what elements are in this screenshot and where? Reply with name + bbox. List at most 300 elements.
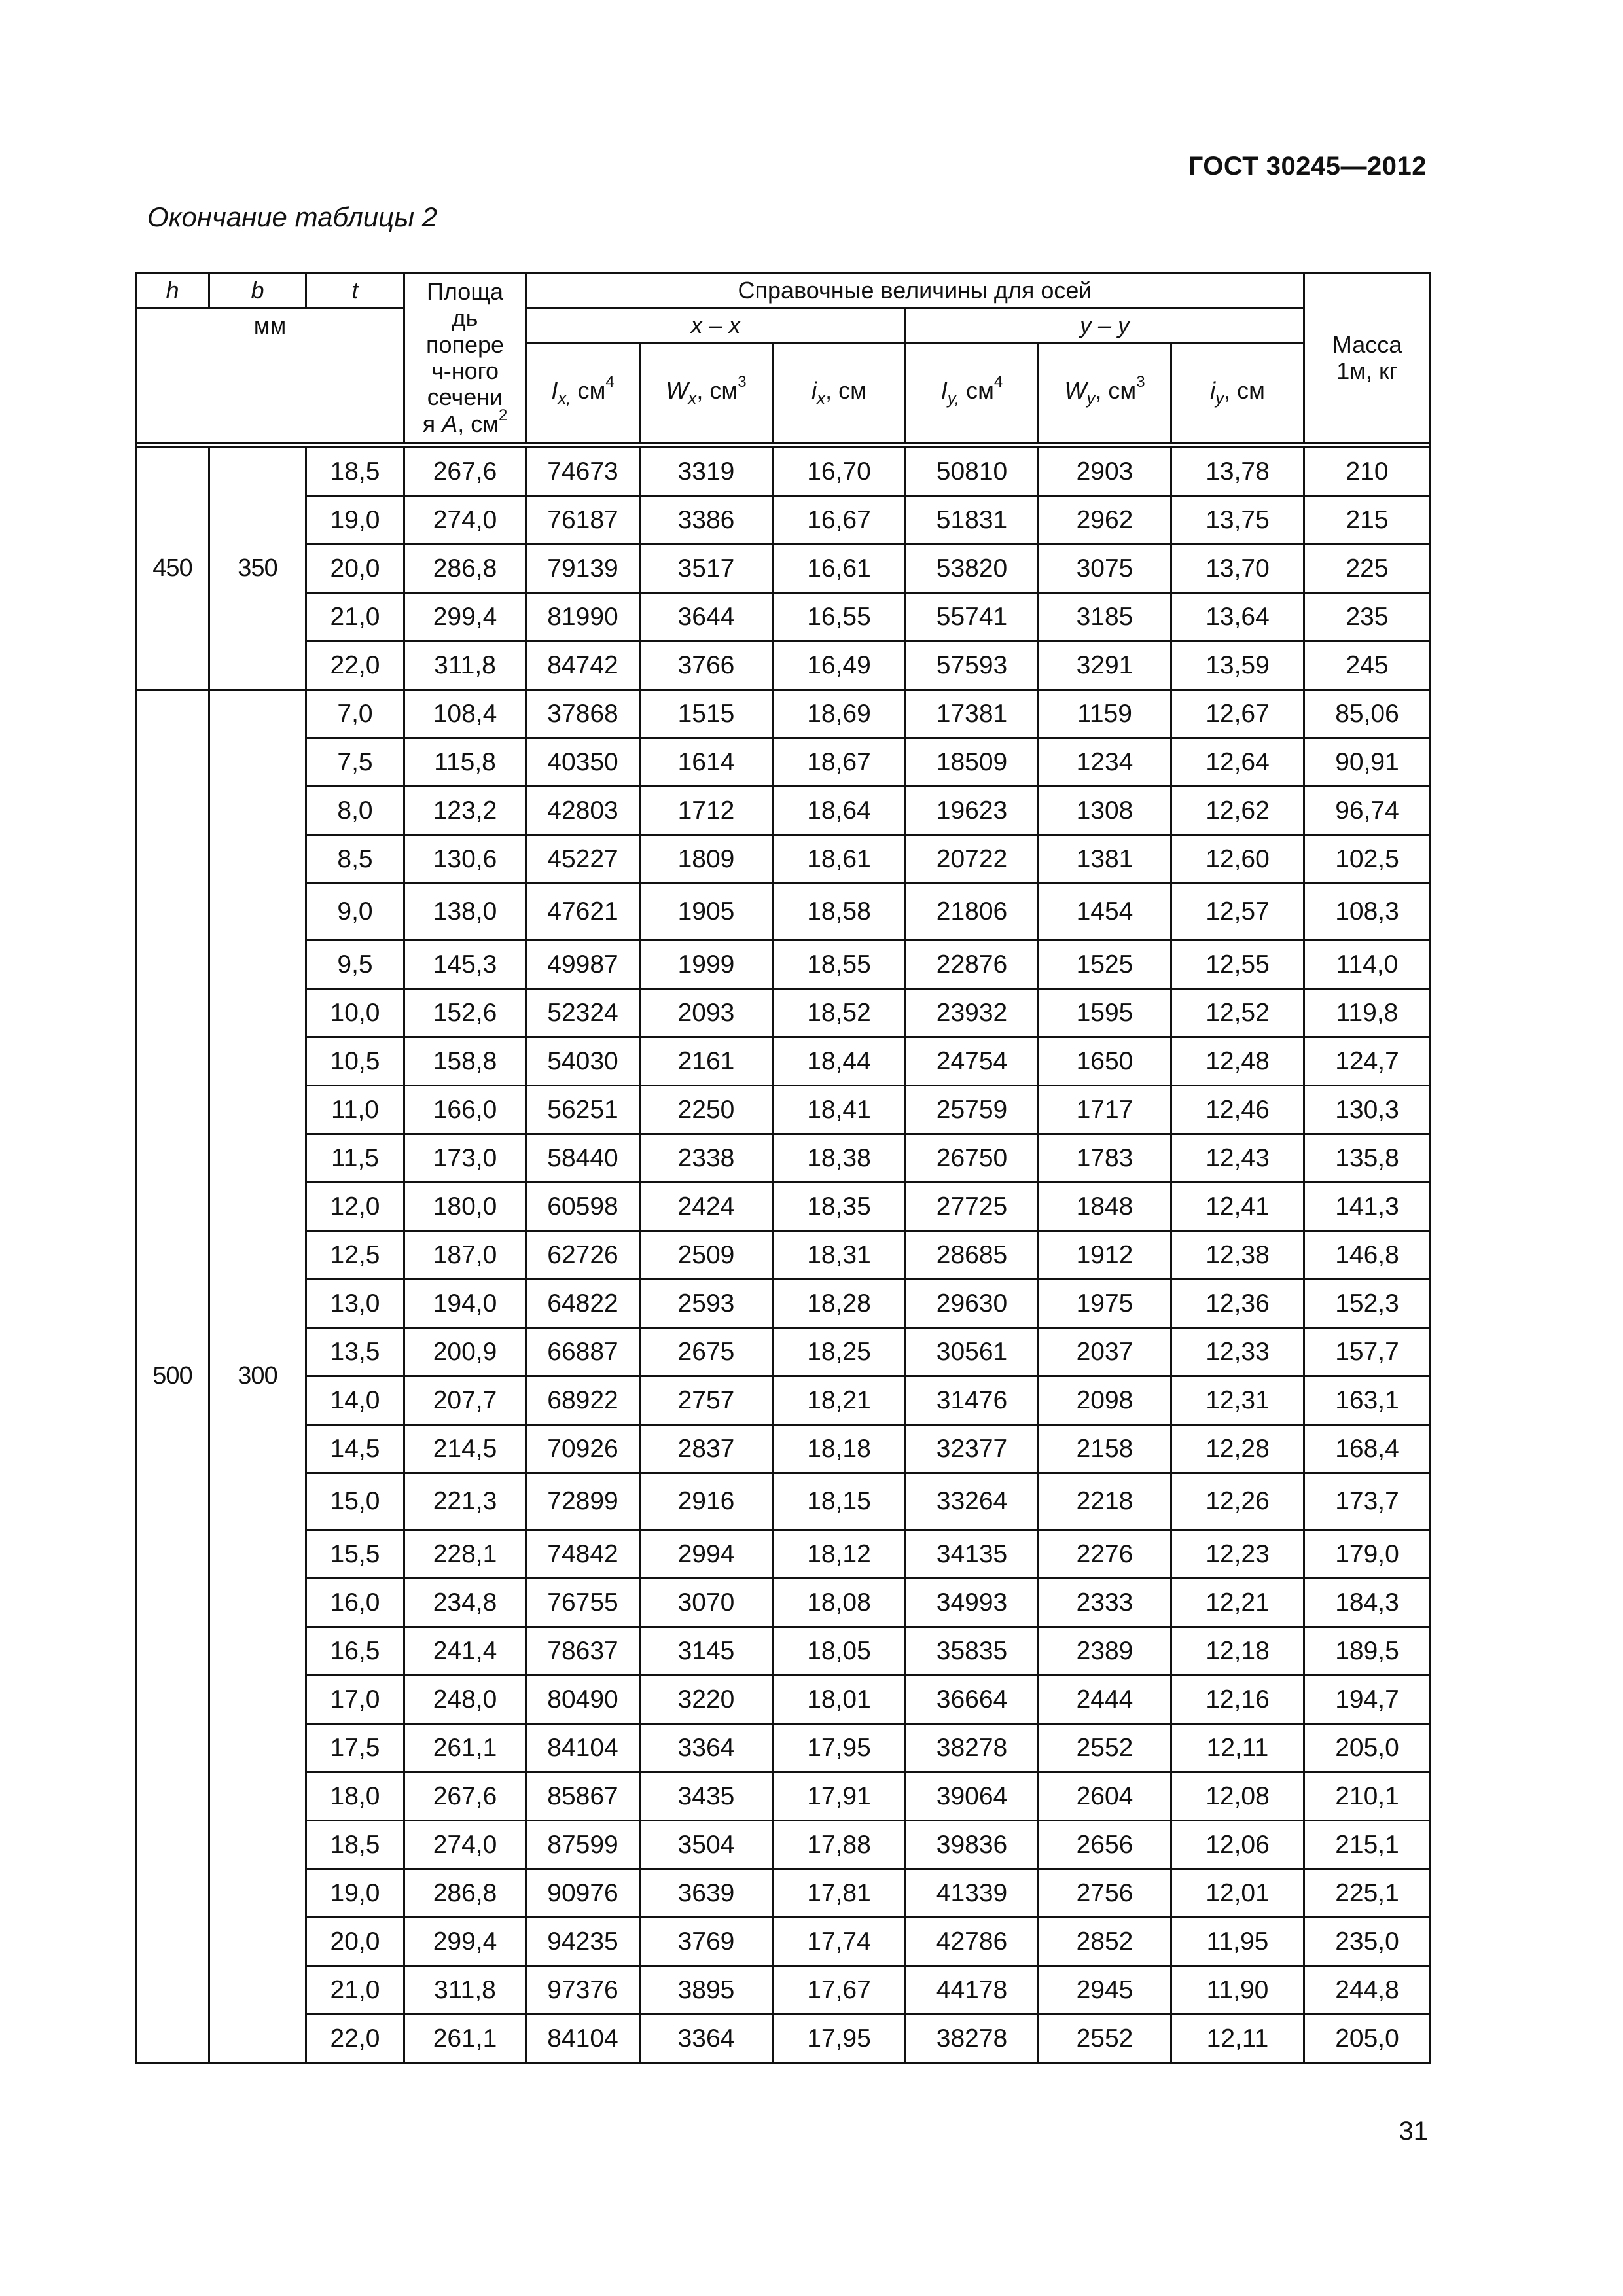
table-cell: 130,6: [404, 835, 526, 884]
table-cell: 215: [1304, 496, 1431, 545]
table-cell: 90976: [526, 1869, 640, 1918]
table-cell: 18,31: [773, 1231, 906, 1280]
table-row: [136, 2015, 1431, 2063]
table-cell: 299,4: [404, 593, 526, 641]
table-cell: 299,4: [404, 1918, 526, 1966]
t-value-cell: 10,0: [306, 989, 404, 1037]
table-cell: 74842: [526, 1530, 640, 1579]
table-cell: 17381: [906, 690, 1039, 738]
table-cell: 3766: [640, 641, 773, 690]
table-cell: 2757: [640, 1376, 773, 1425]
table-cell: 44178: [906, 1966, 1039, 2015]
t-value-cell: 21,0: [306, 593, 404, 641]
table-cell: 18509: [906, 738, 1039, 787]
table-cell: 248,0: [404, 1676, 526, 1724]
table-cell: 18,01: [773, 1676, 906, 1724]
ref-values-header: Справочные величины для осей: [526, 274, 1304, 308]
table-cell: 245: [1304, 641, 1431, 690]
table-row: [136, 989, 1431, 1037]
table-cell: 96,74: [1304, 787, 1431, 835]
area-header: Площа дь попере ч-ного сечени я А, $см^2$: [404, 274, 526, 443]
table-row: [136, 1037, 1431, 1086]
table-cell: 74673: [526, 448, 640, 496]
table-cell: 16,49: [773, 641, 906, 690]
table-cell: 1999: [640, 941, 773, 989]
table-cell: 114,0: [1304, 941, 1431, 989]
table-cell: 145,3: [404, 941, 526, 989]
table-cell: 235: [1304, 593, 1431, 641]
table-cell: 66887: [526, 1328, 640, 1376]
table-cell: 12,46: [1171, 1086, 1304, 1134]
table-cell: 3504: [640, 1821, 773, 1869]
table-cell: 179,0: [1304, 1530, 1431, 1579]
Wx-header: $W_x$, $см^3$: [640, 343, 773, 443]
table-cell: 84104: [526, 1724, 640, 1772]
table-cell: 18,58: [773, 884, 906, 941]
table-cell: 12,01: [1171, 1869, 1304, 1918]
table-row: [136, 1724, 1431, 1772]
table-cell: 24754: [906, 1037, 1039, 1086]
profile-table: [135, 272, 1431, 2064]
table-cell: 2604: [1039, 1772, 1171, 1821]
table-cell: 166,0: [404, 1086, 526, 1134]
table-cell: 90,91: [1304, 738, 1431, 787]
t-value-cell: 19,0: [306, 1869, 404, 1918]
table-cell: 3644: [640, 593, 773, 641]
table-cell: 1159: [1039, 690, 1171, 738]
table-row: [136, 941, 1431, 989]
table-cell: 1595: [1039, 989, 1171, 1037]
table-cell: 12,36: [1171, 1280, 1304, 1328]
table-cell: 12,48: [1171, 1037, 1304, 1086]
table-cell: 12,38: [1171, 1231, 1304, 1280]
table-cell: 2837: [640, 1425, 773, 1473]
table-cell: 52324: [526, 989, 640, 1037]
table-cell: 41339: [906, 1869, 1039, 1918]
table-cell: 18,38: [773, 1134, 906, 1183]
table-cell: 18,21: [773, 1376, 906, 1425]
table-cell: 210: [1304, 448, 1431, 496]
table-cell: 12,52: [1171, 989, 1304, 1037]
table-cell: 123,2: [404, 787, 526, 835]
t-value-cell: 19,0: [306, 496, 404, 545]
table-cell: 173,0: [404, 1134, 526, 1183]
t-value-cell: 10,5: [306, 1037, 404, 1086]
table-cell: 12,28: [1171, 1425, 1304, 1473]
table-cell: 3364: [640, 1724, 773, 1772]
table-row: [136, 1328, 1431, 1376]
h-value-cell: 450: [136, 448, 209, 690]
table-cell: 1912: [1039, 1231, 1171, 1280]
table-row: [136, 1425, 1431, 1473]
table-row: [136, 1134, 1431, 1183]
table-cell: 12,11: [1171, 1724, 1304, 1772]
table-cell: 78637: [526, 1627, 640, 1676]
table-cell: 1614: [640, 738, 773, 787]
t-value-cell: 11,0: [306, 1086, 404, 1134]
t-value-cell: 9,5: [306, 941, 404, 989]
table-cell: 27725: [906, 1183, 1039, 1231]
table-cell: 12,21: [1171, 1579, 1304, 1627]
table-cell: 1783: [1039, 1134, 1171, 1183]
t-value-cell: 7,5: [306, 738, 404, 787]
table-cell: 40350: [526, 738, 640, 787]
table-cell: 1848: [1039, 1183, 1171, 1231]
table-cell: 2333: [1039, 1579, 1171, 1627]
table-row: [136, 835, 1431, 884]
table-cell: 26750: [906, 1134, 1039, 1183]
table-cell: 38278: [906, 1724, 1039, 1772]
table-cell: 2903: [1039, 448, 1171, 496]
table-cell: 32377: [906, 1425, 1039, 1473]
table-cell: 51831: [906, 496, 1039, 545]
table-cell: 215,1: [1304, 1821, 1431, 1869]
table-cell: 47621: [526, 884, 640, 941]
table-cell: 18,05: [773, 1627, 906, 1676]
table-cell: 2158: [1039, 1425, 1171, 1473]
table-cell: 163,1: [1304, 1376, 1431, 1425]
table-cell: 2037: [1039, 1328, 1171, 1376]
table-cell: 54030: [526, 1037, 640, 1086]
table-cell: 2552: [1039, 2015, 1171, 2063]
table-cell: 87599: [526, 1821, 640, 1869]
table-row: [136, 1579, 1431, 1627]
table-cell: 2444: [1039, 1676, 1171, 1724]
table-cell: 28685: [906, 1231, 1039, 1280]
table-cell: 12,64: [1171, 738, 1304, 787]
table-cell: 135,8: [1304, 1134, 1431, 1183]
table-cell: 1381: [1039, 835, 1171, 884]
table-cell: 225,1: [1304, 1869, 1431, 1918]
table-cell: 70926: [526, 1425, 640, 1473]
table-cell: 225: [1304, 545, 1431, 593]
t-value-cell: 18,5: [306, 1821, 404, 1869]
table-cell: 39836: [906, 1821, 1039, 1869]
table-cell: 3386: [640, 496, 773, 545]
table-cell: 17,88: [773, 1821, 906, 1869]
table-cell: 17,81: [773, 1869, 906, 1918]
table-row: [136, 690, 1431, 738]
table-cell: 2994: [640, 1530, 773, 1579]
table-row: [136, 1676, 1431, 1724]
table-cell: 84104: [526, 2015, 640, 2063]
table-cell: 3639: [640, 1869, 773, 1918]
t-value-cell: 16,0: [306, 1579, 404, 1627]
table-cell: 274,0: [404, 496, 526, 545]
table-cell: 2338: [640, 1134, 773, 1183]
table-cell: 3220: [640, 1676, 773, 1724]
table-cell: 16,61: [773, 545, 906, 593]
table-cell: 18,67: [773, 738, 906, 787]
table-cell: 55741: [906, 593, 1039, 641]
table-cell: 115,8: [404, 738, 526, 787]
table-cell: 138,0: [404, 884, 526, 941]
table-row: [136, 1183, 1431, 1231]
table-row: [136, 1530, 1431, 1579]
table-cell: 56251: [526, 1086, 640, 1134]
col-b-header: b: [209, 274, 306, 308]
table-cell: 25759: [906, 1086, 1039, 1134]
table-cell: 76755: [526, 1579, 640, 1627]
t-value-cell: 16,5: [306, 1627, 404, 1676]
table-cell: 158,8: [404, 1037, 526, 1086]
table-cell: 241,4: [404, 1627, 526, 1676]
table-cell: 1717: [1039, 1086, 1171, 1134]
table-cell: 34135: [906, 1530, 1039, 1579]
table-cell: 13,75: [1171, 496, 1304, 545]
table-cell: 1234: [1039, 738, 1171, 787]
table-row: [136, 1869, 1431, 1918]
table-cell: 152,6: [404, 989, 526, 1037]
table-cell: 1809: [640, 835, 773, 884]
table-cell: 2098: [1039, 1376, 1171, 1425]
table-cell: 108,3: [1304, 884, 1431, 941]
table-cell: 2424: [640, 1183, 773, 1231]
table-row: [136, 496, 1431, 545]
table-cell: 12,31: [1171, 1376, 1304, 1425]
t-value-cell: 18,0: [306, 1772, 404, 1821]
table-cell: 18,41: [773, 1086, 906, 1134]
table-cell: 18,69: [773, 690, 906, 738]
table-cell: 12,06: [1171, 1821, 1304, 1869]
table-cell: 68922: [526, 1376, 640, 1425]
t-value-cell: 14,0: [306, 1376, 404, 1425]
table-cell: 11,95: [1171, 1918, 1304, 1966]
table-cell: 3895: [640, 1966, 773, 2015]
t-value-cell: 9,0: [306, 884, 404, 941]
table-cell: 39064: [906, 1772, 1039, 1821]
table-cell: 1650: [1039, 1037, 1171, 1086]
table-cell: 18,18: [773, 1425, 906, 1473]
table-cell: 12,33: [1171, 1328, 1304, 1376]
table-cell: 2509: [640, 1231, 773, 1280]
table-cell: 72899: [526, 1473, 640, 1530]
table-cell: 18,08: [773, 1579, 906, 1627]
table-cell: 102,5: [1304, 835, 1431, 884]
table-cell: 141,3: [1304, 1183, 1431, 1231]
t-value-cell: 12,5: [306, 1231, 404, 1280]
table-row: [136, 738, 1431, 787]
table-cell: 36664: [906, 1676, 1039, 1724]
Ix-header: $I_{x,}$ $см^4$: [526, 343, 640, 443]
table-cell: 261,1: [404, 1724, 526, 1772]
table-row: [136, 1231, 1431, 1280]
standard-designation: ГОСТ 30245—2012: [1188, 152, 1427, 181]
table-cell: 261,1: [404, 2015, 526, 2063]
table-cell: 20722: [906, 835, 1039, 884]
b-value-cell: 300: [209, 690, 306, 2063]
table-cell: 2945: [1039, 1966, 1171, 2015]
t-value-cell: 15,5: [306, 1530, 404, 1579]
table-cell: 234,8: [404, 1579, 526, 1627]
table-cell: 18,15: [773, 1473, 906, 1530]
table-cell: 267,6: [404, 448, 526, 496]
table-cell: 2916: [640, 1473, 773, 1530]
t-value-cell: 11,5: [306, 1134, 404, 1183]
table-cell: 194,7: [1304, 1676, 1431, 1724]
table-cell: 12,62: [1171, 787, 1304, 835]
table-cell: 119,8: [1304, 989, 1431, 1037]
table-cell: 221,3: [404, 1473, 526, 1530]
table-cell: 12,08: [1171, 1772, 1304, 1821]
table-cell: 267,6: [404, 1772, 526, 1821]
table-cell: 205,0: [1304, 1724, 1431, 1772]
table-cell: 3517: [640, 545, 773, 593]
table-cell: 2962: [1039, 496, 1171, 545]
table-cell: 311,8: [404, 1966, 526, 2015]
table-cell: 286,8: [404, 1869, 526, 1918]
table-row: [136, 641, 1431, 690]
table-cell: 12,43: [1171, 1134, 1304, 1183]
t-value-cell: 7,0: [306, 690, 404, 738]
table-cell: 184,3: [1304, 1579, 1431, 1627]
table-cell: 33264: [906, 1473, 1039, 1530]
table-cell: 210,1: [1304, 1772, 1431, 1821]
table-cell: 38278: [906, 2015, 1039, 2063]
table-cell: 45227: [526, 835, 640, 884]
table-cell: 18,44: [773, 1037, 906, 1086]
table-cell: 42803: [526, 787, 640, 835]
iy-header: $i_y$, см: [1171, 343, 1304, 443]
table-cell: 18,61: [773, 835, 906, 884]
table-cell: 34993: [906, 1579, 1039, 1627]
table-cell: 12,11: [1171, 2015, 1304, 2063]
table-cell: 84742: [526, 641, 640, 690]
table-cell: 22876: [906, 941, 1039, 989]
table-cell: 168,4: [1304, 1425, 1431, 1473]
table-cell: 2276: [1039, 1530, 1171, 1579]
table-cell: 12,57: [1171, 884, 1304, 941]
t-value-cell: 15,0: [306, 1473, 404, 1530]
table-cell: 79139: [526, 545, 640, 593]
table-cell: 108,4: [404, 690, 526, 738]
table-cell: 189,5: [1304, 1627, 1431, 1676]
t-value-cell: 22,0: [306, 2015, 404, 2063]
table-cell: 205,0: [1304, 2015, 1431, 2063]
table-row: [136, 1086, 1431, 1134]
table-cell: 18,12: [773, 1530, 906, 1579]
t-value-cell: 8,0: [306, 787, 404, 835]
col-t-header: t: [306, 274, 404, 308]
table-cell: 3435: [640, 1772, 773, 1821]
table-cell: 60598: [526, 1183, 640, 1231]
table-cell: 18,35: [773, 1183, 906, 1231]
table-cell: 13,64: [1171, 593, 1304, 641]
h-value-cell: 500: [136, 690, 209, 2063]
table-cell: 12,67: [1171, 690, 1304, 738]
table-cell: 76187: [526, 496, 640, 545]
table-cell: 62726: [526, 1231, 640, 1280]
table-cell: 1454: [1039, 884, 1171, 941]
table-cell: 2389: [1039, 1627, 1171, 1676]
table-cell: 97376: [526, 1966, 640, 2015]
table-cell: 53820: [906, 545, 1039, 593]
table-cell: 1712: [640, 787, 773, 835]
table-cell: 12,60: [1171, 835, 1304, 884]
table-cell: 274,0: [404, 1821, 526, 1869]
t-value-cell: 14,5: [306, 1425, 404, 1473]
t-value-cell: 8,5: [306, 835, 404, 884]
table-cell: 42786: [906, 1918, 1039, 1966]
table-cell: 3145: [640, 1627, 773, 1676]
table-cell: 214,5: [404, 1425, 526, 1473]
table-cell: 1525: [1039, 941, 1171, 989]
axis-x-header: x – x: [526, 308, 906, 343]
mass-header: Масса 1м, кг: [1304, 274, 1431, 443]
table-cell: 2250: [640, 1086, 773, 1134]
table-cell: 2852: [1039, 1918, 1171, 1966]
page-number: 31: [1399, 2117, 1428, 2145]
table-cell: 207,7: [404, 1376, 526, 1425]
table-row: [136, 884, 1431, 941]
ix-header: $i_x$, см: [773, 343, 906, 443]
table-cell: 50810: [906, 448, 1039, 496]
table-cell: 286,8: [404, 545, 526, 593]
table-cell: 3185: [1039, 593, 1171, 641]
table-cell: 18,28: [773, 1280, 906, 1328]
table-cell: 3075: [1039, 545, 1171, 593]
Wy-header: $W_y$, $см^3$: [1039, 343, 1171, 443]
axis-y-header: y – y: [906, 308, 1304, 343]
table-cell: 2593: [640, 1280, 773, 1328]
t-value-cell: 13,0: [306, 1280, 404, 1328]
table-cell: 16,67: [773, 496, 906, 545]
table-row: [136, 787, 1431, 835]
t-value-cell: 13,5: [306, 1328, 404, 1376]
table-cell: 1905: [640, 884, 773, 941]
table-cell: 80490: [526, 1676, 640, 1724]
table-cell: 23932: [906, 989, 1039, 1037]
table-cell: 3319: [640, 448, 773, 496]
table-row: [136, 1473, 1431, 1530]
table-cell: 235,0: [1304, 1918, 1431, 1966]
table-row: [136, 593, 1431, 641]
table-cell: 35835: [906, 1627, 1039, 1676]
table-cell: 21806: [906, 884, 1039, 941]
table-cell: 2675: [640, 1328, 773, 1376]
t-value-cell: 17,0: [306, 1676, 404, 1724]
table-cell: 12,55: [1171, 941, 1304, 989]
table-row: [136, 1772, 1431, 1821]
table-row: [136, 1821, 1431, 1869]
table-cell: 81990: [526, 593, 640, 641]
table-cell: 17,95: [773, 2015, 906, 2063]
table-cell: 12,18: [1171, 1627, 1304, 1676]
table-cell: 17,74: [773, 1918, 906, 1966]
table-row: [136, 545, 1431, 593]
table-cell: 244,8: [1304, 1966, 1431, 2015]
table-cell: 130,3: [1304, 1086, 1431, 1134]
table-cell: 311,8: [404, 641, 526, 690]
unit-mm-header: мм: [136, 308, 404, 443]
table-cell: 18,64: [773, 787, 906, 835]
Iy-header: $I_{y,}$ $см^4$: [906, 343, 1039, 443]
table-cell: 3070: [640, 1579, 773, 1627]
table-cell: 13,70: [1171, 545, 1304, 593]
table-cell: 94235: [526, 1918, 640, 1966]
table-cell: 18,55: [773, 941, 906, 989]
table-cell: 11,90: [1171, 1966, 1304, 2015]
table-cell: 124,7: [1304, 1037, 1431, 1086]
table-cell: 85,06: [1304, 690, 1431, 738]
table-cell: 2161: [640, 1037, 773, 1086]
table-row: [136, 1280, 1431, 1328]
table-cell: 146,8: [1304, 1231, 1431, 1280]
table-cell: 30561: [906, 1328, 1039, 1376]
table-cell: 200,9: [404, 1328, 526, 1376]
t-value-cell: 22,0: [306, 641, 404, 690]
table-cell: 19623: [906, 787, 1039, 835]
